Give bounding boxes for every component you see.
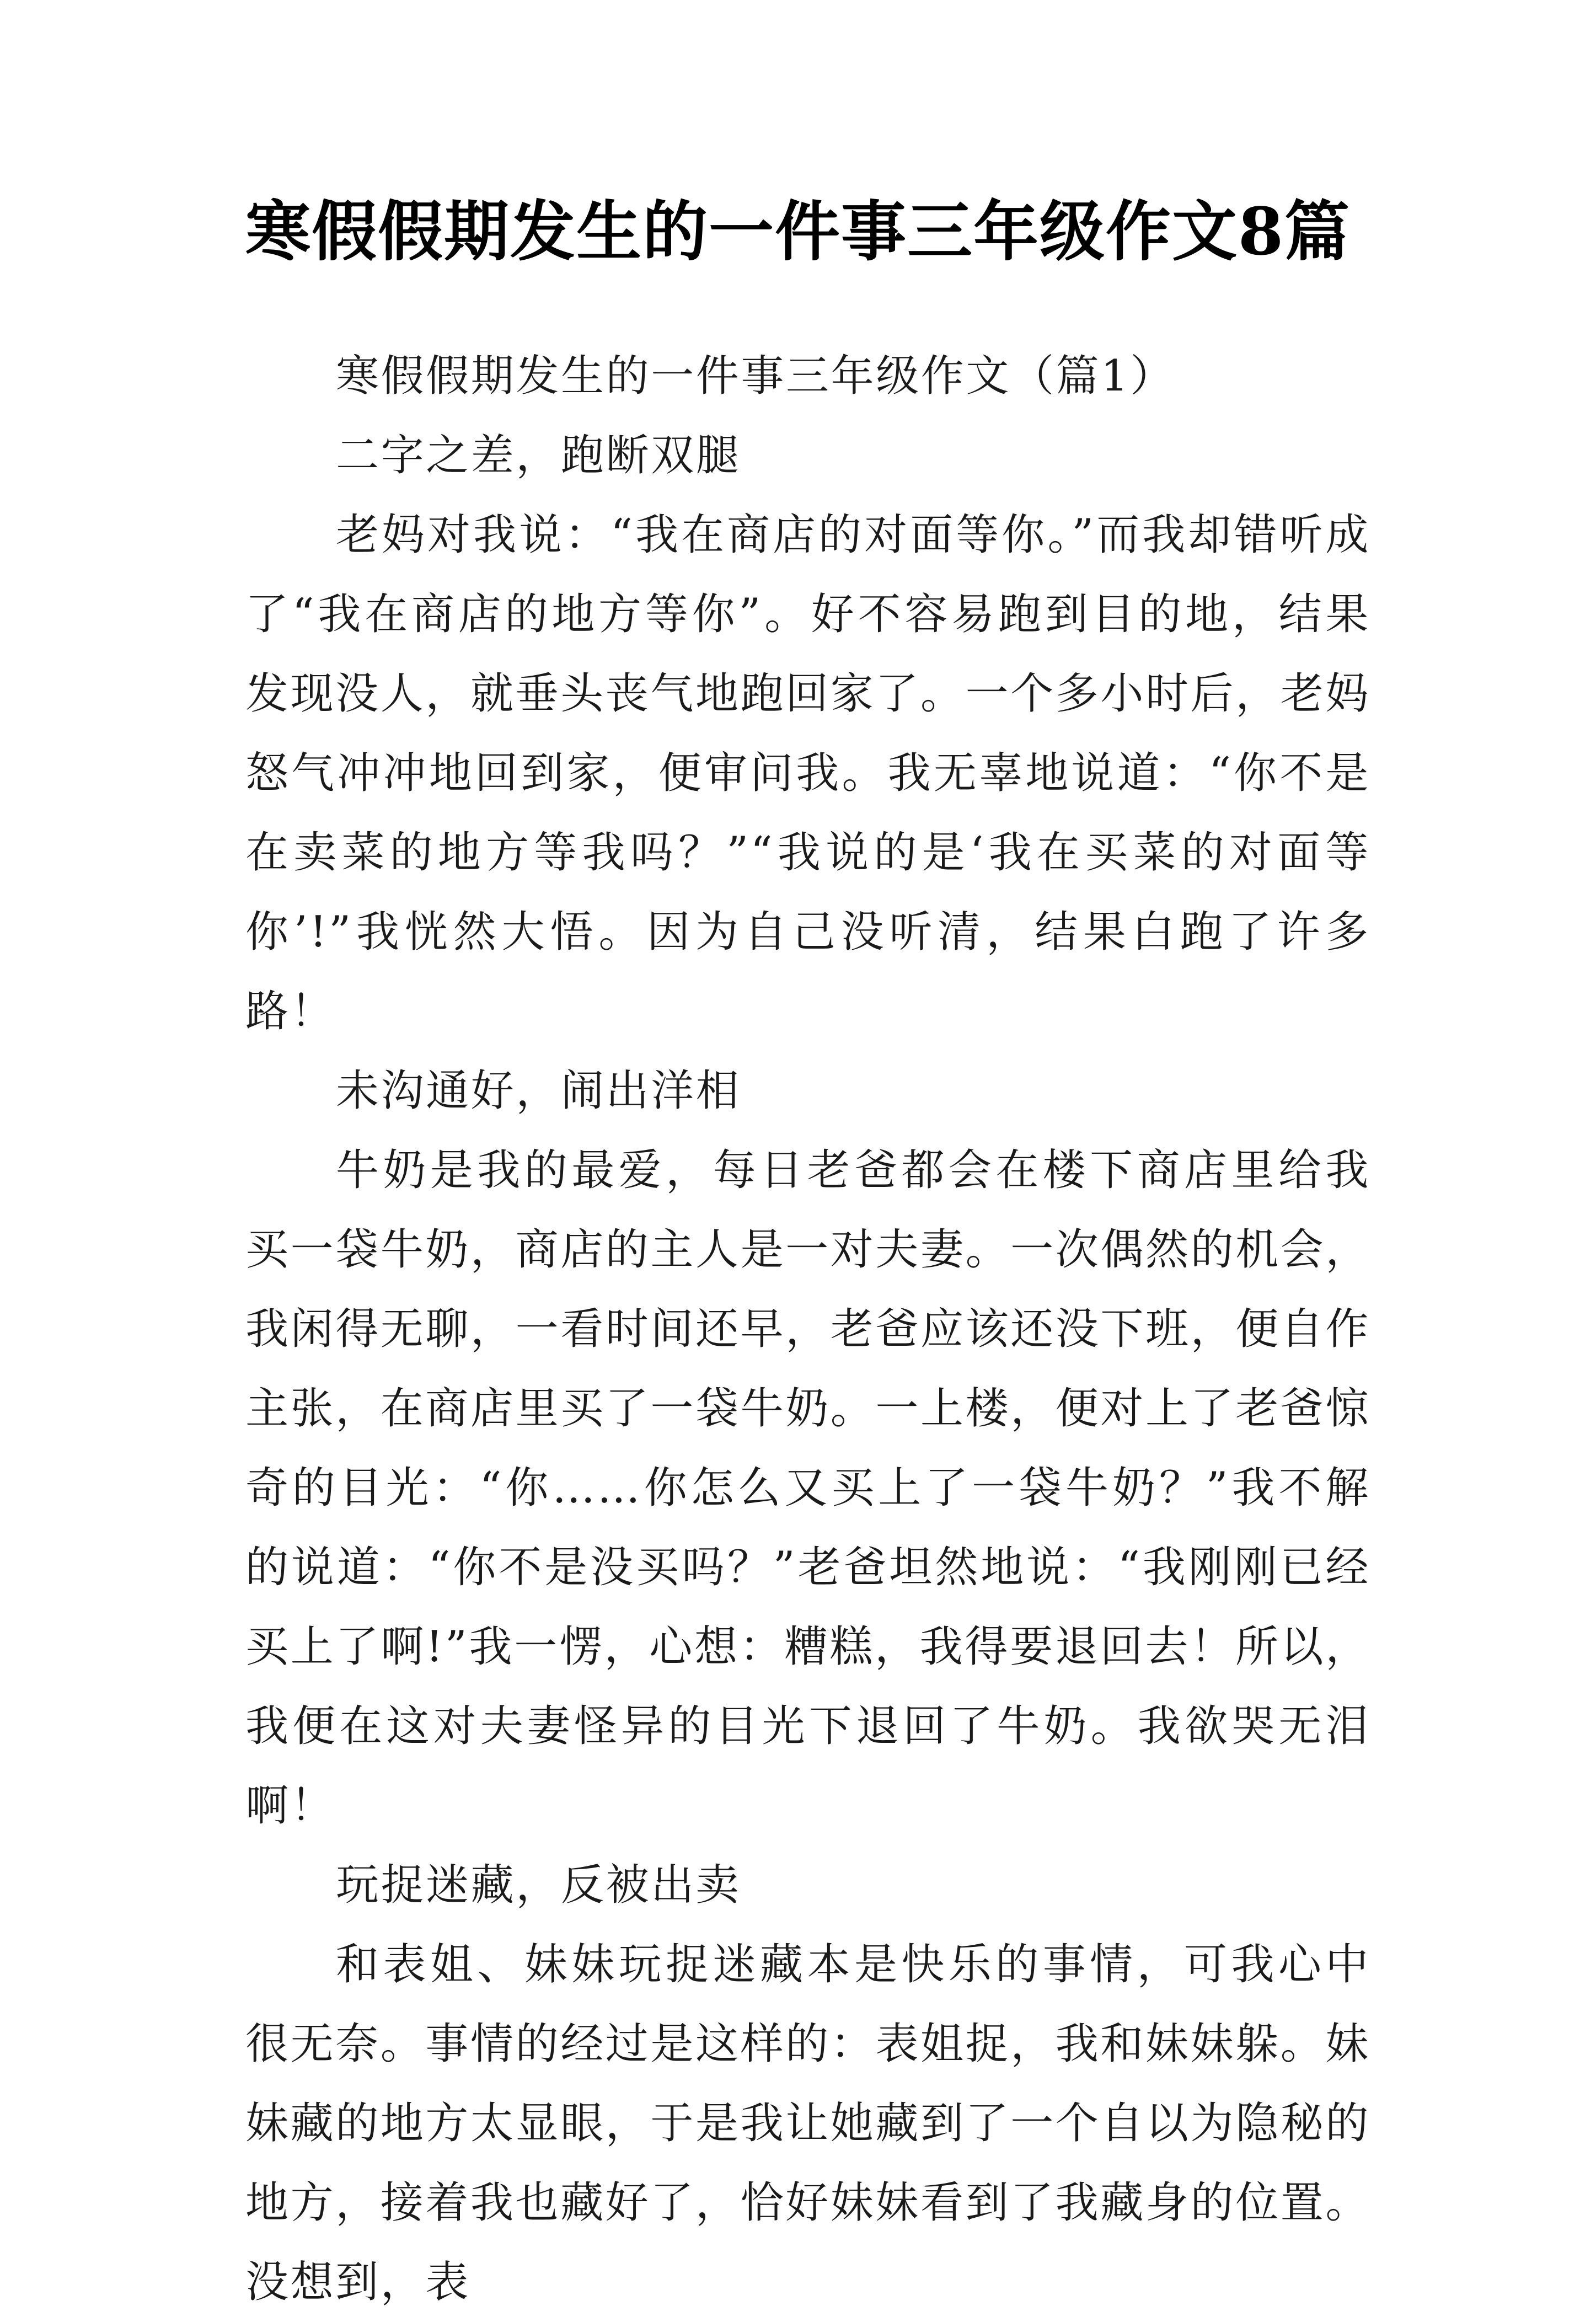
section-heading: 寒假假期发生的一件事三年级作文（篇1） [336, 351, 1176, 401]
paragraph: 牛奶是我的最爱，每日老爸都会在楼下商店里给我买一袋牛奶，商店的主人是一对夫妻。一次偶然的机会，我闲得无聊，一看时间还早，老爸应该还没下班，便自作主张，在商店里买了一袋牛奶。一上楼，便对上了老爸惊奇的目光：“你……你怎么又买上了一袋牛奶？”我不解的说道：“你不是没买吗？”老爸坦然地说：“我刚刚已经买上了啊!”我一愣，心想：糟糕，我得要退回去！所以，我便在这对夫妻怪异的目光下退回了牛奶。我欲哭无泪啊！ [245, 1146, 1371, 1831]
paragraph: 和表姐、妹妹玩捉迷藏本是快乐的事情，可我心中很无奈。事情的经过是这样的：表姐捉，我和妹妹躲。妹妹藏的地方太显眼，于是我让她藏到了一个自以为隐秘的地方，接着我也藏好了，恰好妹妹看到了我藏身的位置。没想到，表 [245, 1940, 1371, 2307]
document-title: 寒假假期发生的一件事三年级作文8篇 [245, 193, 1351, 270]
paragraph: 老妈对我说：“我在商店的对面等你。”而我却错听成了“我在商店的地方等你”。好不容易跑到目的地，结果发现没人，就垂头丧气地跑回家了。一个多小时后，老妈怒气冲冲地回到家，便审问我。我无辜地说道：“你不是在卖菜的地方等我吗？”“我说的是‘我在买菜的对面等你’!”我恍然大悟。因为自己没听清，结果白跑了许多路！ [245, 510, 1371, 1036]
subheading: 二字之差，跑断双腿 [336, 431, 741, 480]
subheading: 未沟通好，闹出洋相 [336, 1066, 741, 1116]
subheading: 玩捉迷藏，反被出卖 [336, 1860, 741, 1910]
document-body [245, 336, 1370, 2322]
